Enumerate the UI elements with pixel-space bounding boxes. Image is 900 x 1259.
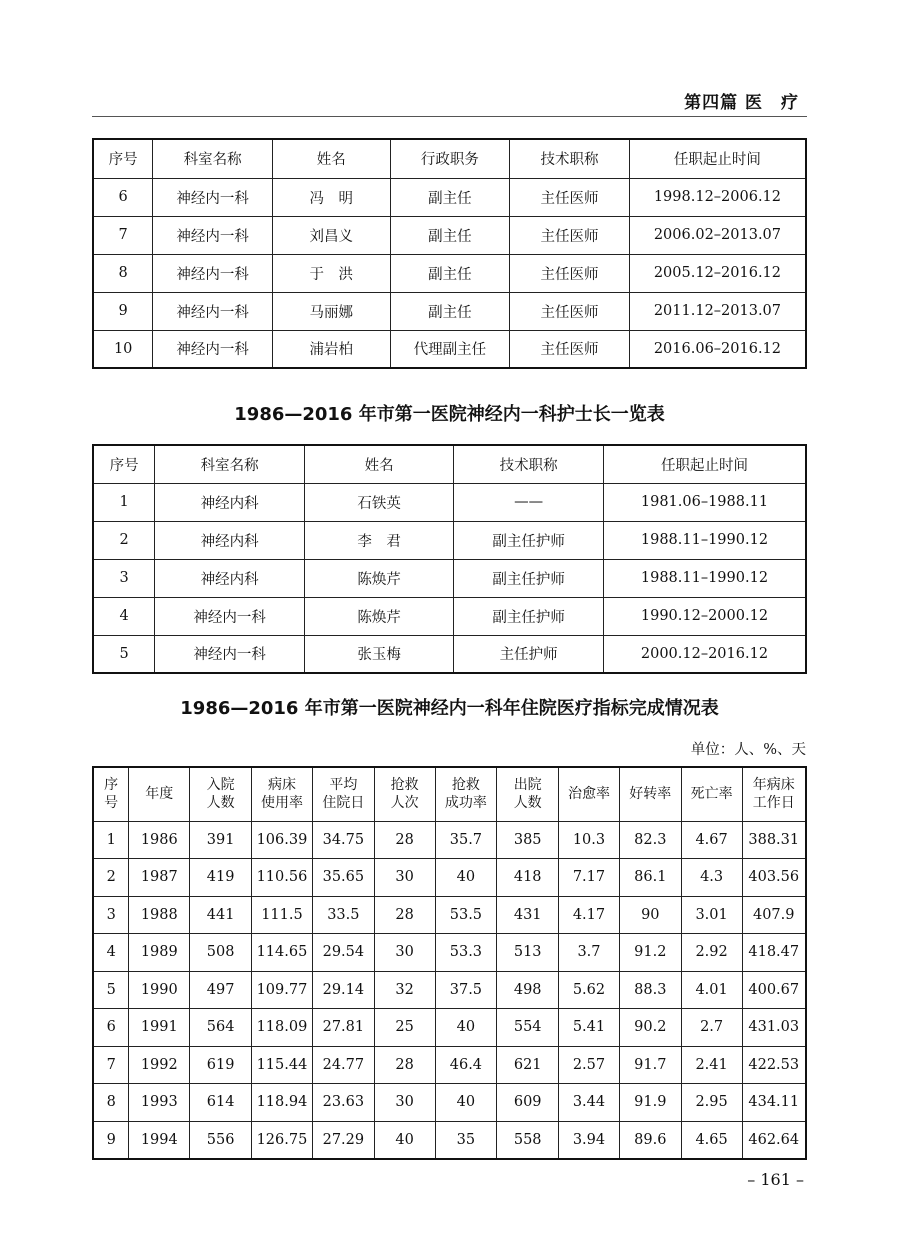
table-cell: 391 — [190, 821, 252, 859]
table-cell: 石铁英 — [304, 483, 454, 521]
table-row — [93, 521, 806, 559]
table-cell: 神经内一科 — [153, 292, 273, 330]
table-cell: 114.65 — [251, 934, 312, 972]
column-header — [190, 767, 252, 821]
table-cell: 主任护师 — [454, 635, 604, 673]
table-cell: 30 — [374, 1084, 435, 1122]
table-cell: 副主任护师 — [454, 597, 604, 635]
table-cell: 主任医师 — [510, 178, 630, 216]
table-cell: 1998.12–2006.12 — [629, 178, 806, 216]
table-cell: 29.14 — [312, 971, 374, 1009]
table-cell: 35.65 — [312, 859, 374, 897]
table-cell: 34.75 — [312, 821, 374, 859]
table-cell: 3.94 — [559, 1121, 620, 1159]
unit-note: 单位：人、%、天 — [690, 742, 806, 758]
table-cell: 621 — [497, 1046, 559, 1084]
table-cell: 4.67 — [681, 821, 742, 859]
column-header — [742, 767, 806, 821]
page-header — [92, 84, 807, 117]
table-cell: 109.77 — [251, 971, 312, 1009]
table-cell: 2.92 — [681, 934, 742, 972]
table-cell: 53.3 — [435, 934, 497, 972]
table-cell: 李 君 — [304, 521, 454, 559]
column-header — [559, 767, 620, 821]
table-cell: 1990 — [129, 971, 190, 1009]
table-cell: 7 — [93, 1046, 129, 1084]
table-cell: 498 — [497, 971, 559, 1009]
column-header: 序号 — [93, 139, 153, 178]
table-cell: 1988.11–1990.12 — [603, 559, 806, 597]
table-cell: 400.67 — [742, 971, 806, 1009]
table-cell: 106.39 — [251, 821, 312, 859]
head-nurse-table-title: 1986—2016 年市第一医院神经内一科护士长一览表 — [234, 404, 665, 425]
table-cell: 4.17 — [559, 896, 620, 934]
table-cell: 497 — [190, 971, 252, 1009]
table-cell: 1988 — [129, 896, 190, 934]
table-cell: 418.47 — [742, 934, 806, 972]
column-header — [619, 767, 681, 821]
table-cell: 431 — [497, 896, 559, 934]
table-cell: 神经内科 — [155, 559, 305, 597]
table-cell: 53.5 — [435, 896, 497, 934]
column-header: 科室名称 — [153, 139, 273, 178]
table-cell: 23.63 — [312, 1084, 374, 1122]
table-cell: 4 — [93, 934, 129, 972]
table-row — [93, 483, 806, 521]
column-header-line: 人数 — [513, 795, 542, 812]
column-header-line: 序 — [104, 777, 119, 794]
table-row — [93, 1084, 806, 1122]
table-cell: 91.9 — [619, 1084, 681, 1122]
chapter-title: 第四篇 医 疗 — [684, 93, 799, 113]
table-row — [93, 597, 806, 635]
header-row — [93, 445, 806, 483]
table-cell: 1981.06–1988.11 — [603, 483, 806, 521]
column-header-line: 年病床 — [752, 777, 795, 794]
column-header-line: 死亡率 — [690, 786, 733, 803]
table-row — [93, 971, 806, 1009]
table-cell: 418 — [497, 859, 559, 897]
table-row — [93, 934, 806, 972]
table-cell: 神经内科 — [155, 483, 305, 521]
table-row — [93, 1046, 806, 1084]
table-cell: 88.3 — [619, 971, 681, 1009]
table-cell: 28 — [374, 1046, 435, 1084]
table-cell: 554 — [497, 1009, 559, 1047]
table-cell: 118.94 — [251, 1084, 312, 1122]
table-cell: 6 — [93, 178, 153, 216]
table-row — [93, 859, 806, 897]
table-cell: 35 — [435, 1121, 497, 1159]
table-cell: 434.11 — [742, 1084, 806, 1122]
table-cell: 37.5 — [435, 971, 497, 1009]
table-row — [93, 821, 806, 859]
table-cell: 5.62 — [559, 971, 620, 1009]
column-header-line: 住院日 — [322, 795, 365, 812]
table-row — [93, 330, 806, 368]
column-header: 任职起止时间 — [603, 445, 806, 483]
table-cell: 40 — [435, 859, 497, 897]
table-cell: 8 — [93, 254, 153, 292]
column-header-line: 人数 — [206, 795, 235, 812]
table-row — [93, 635, 806, 673]
table-cell: 于 洪 — [272, 254, 390, 292]
table-cell: 40 — [374, 1121, 435, 1159]
table-cell: 407.9 — [742, 896, 806, 934]
table-cell: 46.4 — [435, 1046, 497, 1084]
table-cell: 385 — [497, 821, 559, 859]
table-cell: 10.3 — [559, 821, 620, 859]
table-cell: 556 — [190, 1121, 252, 1159]
column-header-line: 工作日 — [752, 795, 795, 812]
table-row — [93, 559, 806, 597]
column-header-line: 号 — [104, 795, 119, 812]
table-cell: 张玉梅 — [304, 635, 454, 673]
table-cell: 5 — [93, 971, 129, 1009]
table-cell: 刘昌义 — [272, 216, 390, 254]
table-cell: 27.29 — [312, 1121, 374, 1159]
table-cell: 25 — [374, 1009, 435, 1047]
column-header-line: 病床 — [267, 777, 296, 794]
table-cell: 8 — [93, 1084, 129, 1122]
table-cell: 冯 明 — [272, 178, 390, 216]
column-header-line: 成功率 — [444, 795, 487, 812]
table-cell: 126.75 — [251, 1121, 312, 1159]
table-cell: —— — [454, 483, 604, 521]
table-cell: 91.7 — [619, 1046, 681, 1084]
table-cell: 2.95 — [681, 1084, 742, 1122]
table-cell: 564 — [190, 1009, 252, 1047]
table-cell: 403.56 — [742, 859, 806, 897]
table-cell: 神经内一科 — [155, 635, 305, 673]
inpatient-indicators-table — [92, 766, 807, 1160]
table-cell: 陈焕芹 — [304, 597, 454, 635]
column-header: 姓名 — [272, 139, 390, 178]
table-row — [93, 254, 806, 292]
table-cell: 32 — [374, 971, 435, 1009]
table-cell: 90.2 — [619, 1009, 681, 1047]
table-cell: 111.5 — [251, 896, 312, 934]
column-header: 技术职称 — [454, 445, 604, 483]
table-cell: 115.44 — [251, 1046, 312, 1084]
head-nurse-table — [92, 444, 807, 674]
table-cell: 副主任 — [390, 292, 510, 330]
table-cell: 28 — [374, 821, 435, 859]
table-cell: 5 — [93, 635, 155, 673]
table-cell: 1989 — [129, 934, 190, 972]
column-header-line: 治愈率 — [567, 786, 610, 803]
column-header-line: 入院 — [206, 777, 235, 794]
table-cell: 82.3 — [619, 821, 681, 859]
table-cell: 陈焕芹 — [304, 559, 454, 597]
deputy-directors-table — [92, 138, 807, 369]
table-cell: 388.31 — [742, 821, 806, 859]
table-cell: 3.44 — [559, 1084, 620, 1122]
table-cell: 1991 — [129, 1009, 190, 1047]
table-cell: 29.54 — [312, 934, 374, 972]
table-cell: 副主任护师 — [454, 559, 604, 597]
table-cell: 1986 — [129, 821, 190, 859]
column-header: 行政职务 — [390, 139, 510, 178]
column-header — [129, 767, 190, 821]
table-cell: 33.5 — [312, 896, 374, 934]
column-header-line: 出院 — [513, 777, 542, 794]
table-row — [93, 292, 806, 330]
table-cell: 513 — [497, 934, 559, 972]
table-cell: 1994 — [129, 1121, 190, 1159]
table-cell: 主任医师 — [510, 292, 630, 330]
table-cell: 1993 — [129, 1084, 190, 1122]
table-cell: 9 — [93, 292, 153, 330]
column-header: 序号 — [93, 445, 155, 483]
table-cell: 2.57 — [559, 1046, 620, 1084]
table-cell: 91.2 — [619, 934, 681, 972]
table-cell: 神经内一科 — [153, 216, 273, 254]
table-cell: 主任医师 — [510, 216, 630, 254]
column-header — [681, 767, 742, 821]
table-cell: 1 — [93, 821, 129, 859]
column-header — [374, 767, 435, 821]
column-header — [497, 767, 559, 821]
table-cell: 6 — [93, 1009, 129, 1047]
table-cell: 508 — [190, 934, 252, 972]
table-cell: 40 — [435, 1009, 497, 1047]
table-cell: 神经内一科 — [153, 178, 273, 216]
table-cell: 4.3 — [681, 859, 742, 897]
table-row — [93, 1121, 806, 1159]
table-cell: 主任医师 — [510, 330, 630, 368]
table-cell: 副主任 — [390, 178, 510, 216]
table-cell: 24.77 — [312, 1046, 374, 1084]
table-cell: 30 — [374, 934, 435, 972]
table-cell: 619 — [190, 1046, 252, 1084]
table-cell: 3 — [93, 559, 155, 597]
table-cell: 副主任 — [390, 216, 510, 254]
table-cell: 马丽娜 — [272, 292, 390, 330]
table-cell: 10 — [93, 330, 153, 368]
table-cell: 7 — [93, 216, 153, 254]
table-cell: 4.01 — [681, 971, 742, 1009]
table-cell: 神经内一科 — [153, 254, 273, 292]
table-cell: 2 — [93, 521, 155, 559]
header-row — [93, 767, 806, 821]
table-cell: 86.1 — [619, 859, 681, 897]
table-cell: 浦岩柏 — [272, 330, 390, 368]
table-cell: 462.64 — [742, 1121, 806, 1159]
table-cell: 2000.12–2016.12 — [603, 635, 806, 673]
table-cell: 419 — [190, 859, 252, 897]
indicators-table-title: 1986—2016 年市第一医院神经内一科年住院医疗指标完成情况表 — [180, 698, 719, 719]
table-cell: 28 — [374, 896, 435, 934]
table-cell: 89.6 — [619, 1121, 681, 1159]
table-cell: 2.41 — [681, 1046, 742, 1084]
header-row — [93, 139, 806, 178]
table-cell: 90 — [619, 896, 681, 934]
table-cell: 1992 — [129, 1046, 190, 1084]
table-row — [93, 178, 806, 216]
table-cell: 2006.02–2013.07 — [629, 216, 806, 254]
table-cell: 7.17 — [559, 859, 620, 897]
table-cell: 35.7 — [435, 821, 497, 859]
column-header-line: 年度 — [145, 786, 174, 803]
table-cell: 神经内一科 — [155, 597, 305, 635]
column-header: 技术职称 — [510, 139, 630, 178]
table-cell: 副主任护师 — [454, 521, 604, 559]
table-cell: 558 — [497, 1121, 559, 1159]
column-header-line: 人次 — [390, 795, 419, 812]
table-cell: 2005.12–2016.12 — [629, 254, 806, 292]
column-header-line: 好转率 — [629, 786, 672, 803]
table-cell: 1 — [93, 483, 155, 521]
table-cell: 431.03 — [742, 1009, 806, 1047]
table-cell: 3 — [93, 896, 129, 934]
table-cell: 代理副主任 — [390, 330, 510, 368]
table-cell: 副主任 — [390, 254, 510, 292]
table-cell: 1987 — [129, 859, 190, 897]
table-cell: 主任医师 — [510, 254, 630, 292]
table-cell: 4 — [93, 597, 155, 635]
table-cell: 118.09 — [251, 1009, 312, 1047]
table-cell: 110.56 — [251, 859, 312, 897]
column-header: 任职起止时间 — [629, 139, 806, 178]
table-cell: 2011.12–2013.07 — [629, 292, 806, 330]
table-cell: 9 — [93, 1121, 129, 1159]
table-row — [93, 896, 806, 934]
table-cell: 3.7 — [559, 934, 620, 972]
table-row — [93, 1009, 806, 1047]
table-cell: 2 — [93, 859, 129, 897]
table-cell: 1988.11–1990.12 — [603, 521, 806, 559]
column-header: 姓名 — [304, 445, 454, 483]
table-cell: 422.53 — [742, 1046, 806, 1084]
column-header — [312, 767, 374, 821]
column-header — [251, 767, 312, 821]
table-cell: 4.65 — [681, 1121, 742, 1159]
table-cell: 5.41 — [559, 1009, 620, 1047]
column-header — [93, 767, 129, 821]
table-cell: 27.81 — [312, 1009, 374, 1047]
column-header-line: 使用率 — [260, 795, 303, 812]
column-header — [435, 767, 497, 821]
table-row — [93, 216, 806, 254]
table-cell: 614 — [190, 1084, 252, 1122]
table-cell: 609 — [497, 1084, 559, 1122]
column-header-line: 抢救 — [451, 777, 480, 794]
table-cell: 神经内科 — [155, 521, 305, 559]
column-header-line: 抢救 — [390, 777, 419, 794]
table-cell: 1990.12–2000.12 — [603, 597, 806, 635]
table-cell: 2016.06–2016.12 — [629, 330, 806, 368]
table-cell: 40 — [435, 1084, 497, 1122]
table-cell: 30 — [374, 859, 435, 897]
column-header-line: 平均 — [329, 777, 358, 794]
table-cell: 神经内一科 — [153, 330, 273, 368]
table-cell: 441 — [190, 896, 252, 934]
table-cell: 3.01 — [681, 896, 742, 934]
column-header: 科室名称 — [155, 445, 305, 483]
page-number: – 161 – — [747, 1170, 804, 1189]
table-cell: 2.7 — [681, 1009, 742, 1047]
